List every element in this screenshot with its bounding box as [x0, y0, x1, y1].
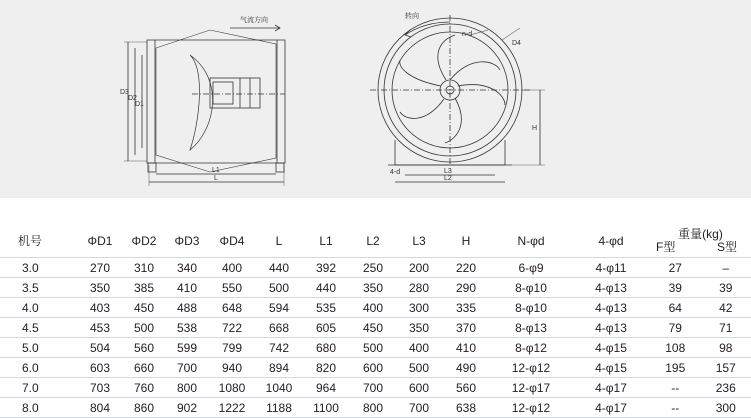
- cell-d2: 760: [122, 378, 166, 398]
- header-d4: ΦD4: [208, 224, 256, 258]
- cell-weight-f: --: [650, 378, 701, 398]
- cell-l: 440: [256, 258, 302, 278]
- cell-l2: 350: [350, 278, 396, 298]
- cell-d4: 1222: [208, 398, 256, 418]
- cell-l: 1040: [256, 378, 302, 398]
- cell-d1: 504: [78, 338, 122, 358]
- cell-4-phi-d: 4-φ13: [572, 278, 650, 298]
- cell-d2: 310: [122, 258, 166, 278]
- cell-l1: 535: [302, 298, 350, 318]
- front-view-labels: [390, 11, 537, 182]
- cell-l1: 440: [302, 278, 350, 298]
- dim-d1: D1: [135, 101, 144, 108]
- airflow-label: 气流方向: [240, 15, 268, 24]
- cell-l3: 400: [396, 338, 442, 358]
- cell-l2: 250: [350, 258, 396, 278]
- cell-4-phi-d: 4-φ15: [572, 358, 650, 378]
- cell-d3: 902: [166, 398, 208, 418]
- cell-d2: 500: [122, 318, 166, 338]
- cell-h: 290: [442, 278, 490, 298]
- cell-d2: 560: [122, 338, 166, 358]
- cell-weight-s: 98: [701, 338, 751, 358]
- dim-d3: D3: [120, 89, 129, 96]
- cell-weight-f: 64: [650, 298, 701, 318]
- cell-d3: 700: [166, 358, 208, 378]
- cell-d1: 804: [78, 398, 122, 418]
- cell-l3: 350: [396, 318, 442, 338]
- table-row: [0, 338, 751, 358]
- cell-l: 668: [256, 318, 302, 338]
- table-row: [0, 258, 751, 278]
- cell-d4: 799: [208, 338, 256, 358]
- cell-d2: 860: [122, 398, 166, 418]
- cell-weight-f: --: [650, 398, 701, 418]
- cell-h: 220: [442, 258, 490, 278]
- table-row: [0, 398, 751, 418]
- cell-weight-s: 157: [701, 358, 751, 378]
- table-row: [0, 278, 751, 298]
- cell-d3: 488: [166, 298, 208, 318]
- cell-l2: 400: [350, 298, 396, 318]
- header-l2: L2: [350, 224, 396, 258]
- cell-d1: 403: [78, 298, 122, 318]
- spec-table: [0, 224, 751, 418]
- cell-d4: 648: [208, 298, 256, 318]
- cell-4-phi-d: 4-φ11: [572, 258, 650, 278]
- cell-l1: 964: [302, 378, 350, 398]
- cell-d1: 453: [78, 318, 122, 338]
- header-model: 机号: [0, 224, 78, 258]
- dim-l2: L2: [444, 175, 452, 182]
- weight-s-type: S型: [717, 241, 737, 254]
- cell-l2: 600: [350, 358, 396, 378]
- cell-d4: 722: [208, 318, 256, 338]
- dim-l3: L3: [444, 168, 452, 175]
- cell-l2: 500: [350, 338, 396, 358]
- cell-n-phi-d: 12-φ17: [490, 378, 572, 398]
- cell-l1: 605: [302, 318, 350, 338]
- cell-d3: 538: [166, 318, 208, 338]
- cell-weight-s: 42: [701, 298, 751, 318]
- cell-d4: 550: [208, 278, 256, 298]
- cell-weight-f: 79: [650, 318, 701, 338]
- cell-l2: 800: [350, 398, 396, 418]
- dim-4-d: 4-d: [390, 169, 400, 176]
- cell-d4: 1080: [208, 378, 256, 398]
- table-row: [0, 298, 751, 318]
- cell-model: 6.0: [0, 358, 78, 378]
- dim-l1: L1: [212, 167, 220, 174]
- cell-l3: 280: [396, 278, 442, 298]
- dim-h: H: [532, 125, 537, 132]
- cell-d1: 350: [78, 278, 122, 298]
- weight-f-type: F型: [656, 241, 675, 254]
- table-row: [0, 318, 751, 338]
- cell-d2: 660: [122, 358, 166, 378]
- cell-l2: 700: [350, 378, 396, 398]
- header-h: H: [442, 224, 490, 258]
- cell-d3: 599: [166, 338, 208, 358]
- table-row: [0, 358, 751, 378]
- cell-d2: 450: [122, 298, 166, 318]
- cell-l2: 450: [350, 318, 396, 338]
- header-d2: ΦD2: [122, 224, 166, 258]
- cell-weight-s: 71: [701, 318, 751, 338]
- cell-h: 490: [442, 358, 490, 378]
- cell-l1: 1100: [302, 398, 350, 418]
- cell-d3: 800: [166, 378, 208, 398]
- cell-l: 742: [256, 338, 302, 358]
- header-weight: [650, 224, 751, 258]
- cell-l3: 200: [396, 258, 442, 278]
- header-l: L: [256, 224, 302, 258]
- cell-l3: 300: [396, 298, 442, 318]
- cell-l: 1188: [256, 398, 302, 418]
- side-view: [124, 25, 285, 186]
- cell-model: 8.0: [0, 398, 78, 418]
- table-header-row: [0, 224, 751, 258]
- table-row: [0, 378, 751, 398]
- cell-h: 560: [442, 378, 490, 398]
- cell-h: 410: [442, 338, 490, 358]
- cell-h: 335: [442, 298, 490, 318]
- cell-model: 3.0: [0, 258, 78, 278]
- cell-d4: 400: [208, 258, 256, 278]
- header-n-phi-d: N-φd: [490, 224, 572, 258]
- cell-4-phi-d: 4-φ17: [572, 398, 650, 418]
- cell-model: 4.0: [0, 298, 78, 318]
- table-body: [0, 258, 751, 418]
- header-d3: ΦD3: [166, 224, 208, 258]
- cell-l1: 392: [302, 258, 350, 278]
- cell-h: 638: [442, 398, 490, 418]
- weight-header-group: [650, 228, 751, 254]
- cell-d4: 940: [208, 358, 256, 378]
- cell-l: 500: [256, 278, 302, 298]
- dim-d4: D4: [512, 40, 521, 47]
- cell-4-phi-d: 4-φ17: [572, 378, 650, 398]
- cell-n-phi-d: 12-φ12: [490, 358, 572, 378]
- cell-l3: 500: [396, 358, 442, 378]
- cell-weight-f: 39: [650, 278, 701, 298]
- cell-l1: 820: [302, 358, 350, 378]
- cell-model: 3.5: [0, 278, 78, 298]
- cell-model: 5.0: [0, 338, 78, 358]
- cell-n-phi-d: 8-φ13: [490, 318, 572, 338]
- cell-n-phi-d: 8-φ12: [490, 338, 572, 358]
- cell-4-phi-d: 4-φ13: [572, 318, 650, 338]
- cell-n-phi-d: 8-φ10: [490, 298, 572, 318]
- cell-l: 894: [256, 358, 302, 378]
- cell-d3: 340: [166, 258, 208, 278]
- cell-weight-s: 39: [701, 278, 751, 298]
- dim-l: L: [214, 175, 218, 182]
- weight-title: 重量(kg): [650, 228, 751, 241]
- header-l1: L1: [302, 224, 350, 258]
- cell-4-phi-d: 4-φ13: [572, 298, 650, 318]
- cell-n-phi-d: 6-φ9: [490, 258, 572, 278]
- dim-d2: D2: [128, 95, 137, 102]
- cell-d1: 603: [78, 358, 122, 378]
- cell-l1: 680: [302, 338, 350, 358]
- cell-n-phi-d: 8-φ10: [490, 278, 572, 298]
- fan-drawing-svg: [0, 0, 751, 198]
- cell-d3: 410: [166, 278, 208, 298]
- cell-h: 370: [442, 318, 490, 338]
- cell-weight-s: 300: [701, 398, 751, 418]
- cell-l3: 700: [396, 398, 442, 418]
- weight-subheaders: [650, 241, 751, 254]
- cell-weight-s: –: [701, 258, 751, 278]
- cell-model: 4.5: [0, 318, 78, 338]
- cell-d1: 703: [78, 378, 122, 398]
- cell-model: 7.0: [0, 378, 78, 398]
- header-d1: ΦD1: [78, 224, 122, 258]
- cell-weight-s: 236: [701, 378, 751, 398]
- cell-d1: 270: [78, 258, 122, 278]
- cell-weight-f: 108: [650, 338, 701, 358]
- rotation-label: 转向: [405, 11, 419, 20]
- cell-l3: 600: [396, 378, 442, 398]
- cell-n-phi-d: 12-φ12: [490, 398, 572, 418]
- cell-weight-f: 195: [650, 358, 701, 378]
- dim-n-d: n-d: [462, 31, 472, 38]
- header-4-phi-d: 4-φd: [572, 224, 650, 258]
- cell-weight-f: 27: [650, 258, 701, 278]
- header-l3: L3: [396, 224, 442, 258]
- cell-4-phi-d: 4-φ15: [572, 338, 650, 358]
- cell-l: 594: [256, 298, 302, 318]
- technical-drawing: [0, 0, 751, 198]
- cell-d2: 385: [122, 278, 166, 298]
